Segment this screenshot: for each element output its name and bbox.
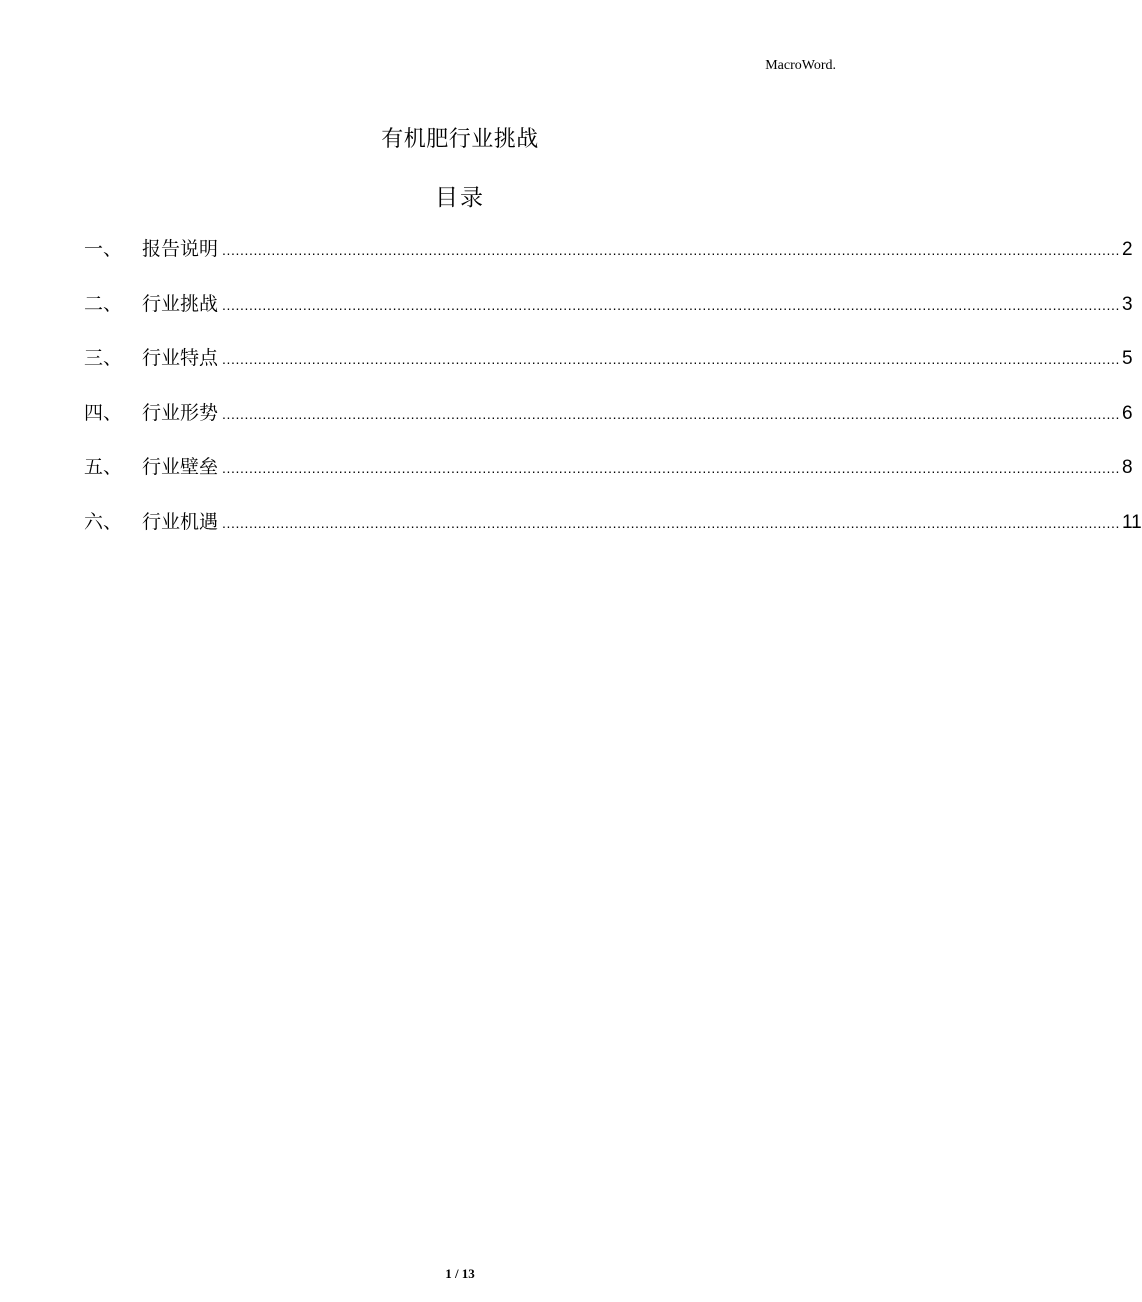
- toc-dot-leader: ........................................................................................................................................................................................................: [222, 351, 1120, 367]
- toc-entry-3[interactable]: [84, 343, 1133, 398]
- toc-heading: 目录: [435, 185, 485, 211]
- header-watermark: MacroWord.: [765, 58, 836, 73]
- toc-entry-page: 6: [1121, 402, 1133, 424]
- toc-entry-6[interactable]: [84, 507, 1142, 562]
- toc-entry-4[interactable]: [84, 398, 1133, 453]
- document-title: 有机肥行业挑战: [381, 127, 539, 152]
- toc-entry-title: 行业挑战: [142, 292, 219, 315]
- toc-entry-1[interactable]: [84, 234, 1133, 289]
- toc-entry-number: 二、: [84, 292, 123, 315]
- toc-dot-leader: ........................................................................................................................................................................................................: [222, 296, 1120, 313]
- toc-entry-title: 报告说明: [142, 238, 219, 260]
- toc-entry-page: 3: [1121, 293, 1133, 315]
- toc-entry-title: 行业特点: [142, 347, 219, 369]
- toc-entry-page: 8: [1121, 457, 1133, 478]
- toc-entry-page: 2: [1121, 239, 1133, 260]
- toc-dot-leader: ........................................................................................................................................................................................................: [222, 514, 1120, 531]
- toc-entry-5[interactable]: [84, 452, 1133, 507]
- toc-entry-page: 5: [1121, 348, 1133, 369]
- toc-entry-number: 四、: [84, 401, 123, 424]
- toc-entry-number: 六、: [84, 510, 123, 533]
- toc-entry-2[interactable]: [84, 289, 1133, 344]
- toc-entry-title: 行业壁垒: [142, 456, 219, 478]
- toc-entry-number: 三、: [84, 347, 123, 369]
- toc-entry-title: 行业形势: [142, 401, 219, 424]
- toc-entry-number: 五、: [84, 456, 123, 478]
- toc-entry-page: 11: [1121, 511, 1142, 533]
- page-number: 1 / 13: [445, 1266, 475, 1281]
- toc-entry-number: 一、: [84, 238, 123, 260]
- table-of-contents: [84, 234, 1142, 561]
- toc-dot-leader: ........................................................................................................................................................................................................: [222, 405, 1120, 422]
- toc-entry-title: 行业机遇: [142, 510, 219, 533]
- toc-dot-leader: ........................................................................................................................................................................................................: [222, 460, 1120, 476]
- toc-dot-leader: ........................................................................................................................................................................................................: [222, 242, 1120, 258]
